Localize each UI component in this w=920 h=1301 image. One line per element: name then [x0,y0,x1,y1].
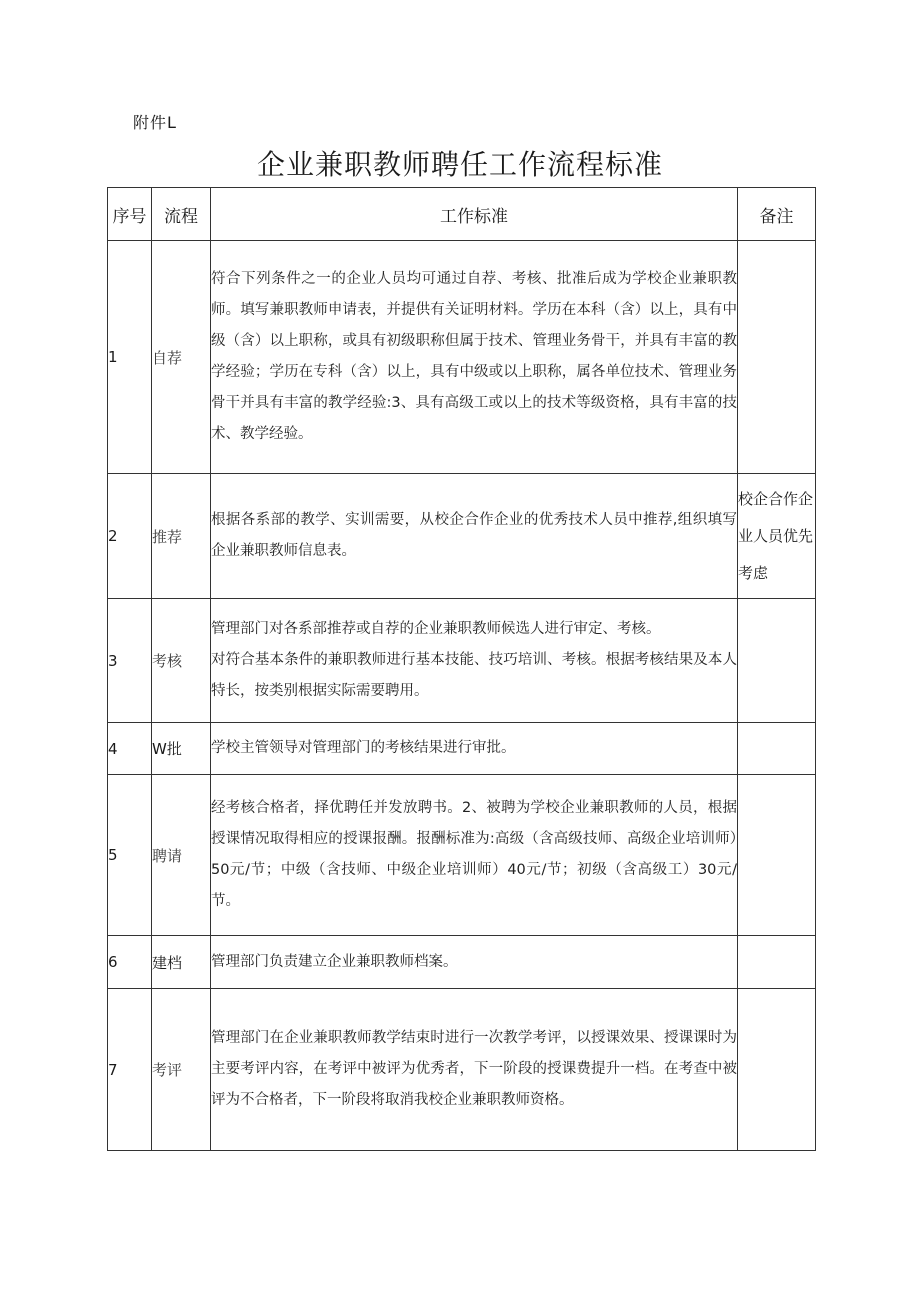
workflow-standard-table [107,187,816,1151]
row-step: 考评 [152,989,211,1151]
row-note [738,936,816,989]
col-header-number: 序号 [108,188,152,241]
row-step: 考核 [152,599,211,723]
row-standard [211,775,738,936]
standard-paragraph: 符合下列条件之一的企业人员均可通过自荐、考核、批准后成为学校企业兼职教师。填写兼职教师申请表，并提供有关证明材料。学历在本科（含）以上，具有中级（含）以上职称，或具有初级职称但属于技术、管理业务骨干，并具有丰富的教学经验；学历在专科（含）以上，具有中级或以上职称，属各单位技术、管理业务骨干并具有丰富的教学经验:3、具有高级工或以上的技术等级资格，具有丰富的技术、教学经验。 [211,271,737,442]
row-standard [211,474,738,599]
table-row [108,599,816,723]
row-number: 1 [108,241,152,474]
standard-paragraph: 根据各系部的教学、实训需要，从校企合作企业的优秀技术人员中推荐,组织填写企业兼职教师信息表。 [211,512,737,559]
row-step: 推荐 [152,474,211,599]
table-row [108,936,816,989]
standard-paragraph: 管理部门负责建立企业兼职教师档案。 [211,953,458,970]
page-title: 企业兼职教师聘任工作流程标准 [256,148,663,181]
standard-paragraph: 经考核合格者，择优聘任并发放聘书。2、被聘为学校企业兼职教师的人员，根据授课情况取得相应的授课报酬。报酬标准为:高级（含高级技师、高级企业培训师）50元/节；中级（含技师、中级企业培训师）40元/节；初级（含高级工）30元/节。 [211,800,737,909]
table-row [108,775,816,936]
col-header-standard: 工作标准 [211,188,738,241]
col-header-process: 流程 [152,188,211,241]
row-number: 3 [108,599,152,723]
row-step: W批 [152,723,211,775]
row-standard [211,723,738,775]
standard-paragraph: 管理部门在企业兼职教师教学结束时进行一次教学考评，以授课效果、授课课时为主要考评内容，在考评中被评为优秀者，下一阶段的授课费提升一档。在考查中被评为不合格者，下一阶段将取消我校企业兼职教师资格。 [211,1030,737,1108]
table-header-row [108,188,816,241]
row-note: 校企合作企业人员优先考虑 [738,474,816,599]
row-number: 7 [108,989,152,1151]
row-step: 聘请 [152,775,211,936]
col-header-note: 备注 [738,188,816,241]
row-step: 自荐 [152,241,211,474]
standard-paragraph: 对符合基本条件的兼职教师进行基本技能、技巧培训、考核。根据考核结果及本人特长，按类别根据实际需要聘用。 [211,652,737,699]
attachment-label: 附件L [133,113,177,132]
row-standard [211,989,738,1151]
table-row [108,989,816,1151]
row-standard [211,599,738,723]
table-row [108,723,816,775]
row-standard [211,241,738,474]
row-note [738,989,816,1151]
row-step: 建档 [152,936,211,989]
row-note [738,775,816,936]
row-standard [211,936,738,989]
row-number: 2 [108,474,152,599]
row-note [738,241,816,474]
row-note [738,723,816,775]
row-note [738,599,816,723]
row-number: 5 [108,775,152,936]
standard-paragraph: 学校主管领导对管理部门的考核结果进行审批。 [211,740,516,756]
standard-paragraph: 管理部门对各系部推荐或自荐的企业兼职教师候选人进行审定、考核。 [211,621,661,637]
row-number: 6 [108,936,152,989]
row-number: 4 [108,723,152,775]
table-row [108,474,816,599]
table-row [108,241,816,474]
